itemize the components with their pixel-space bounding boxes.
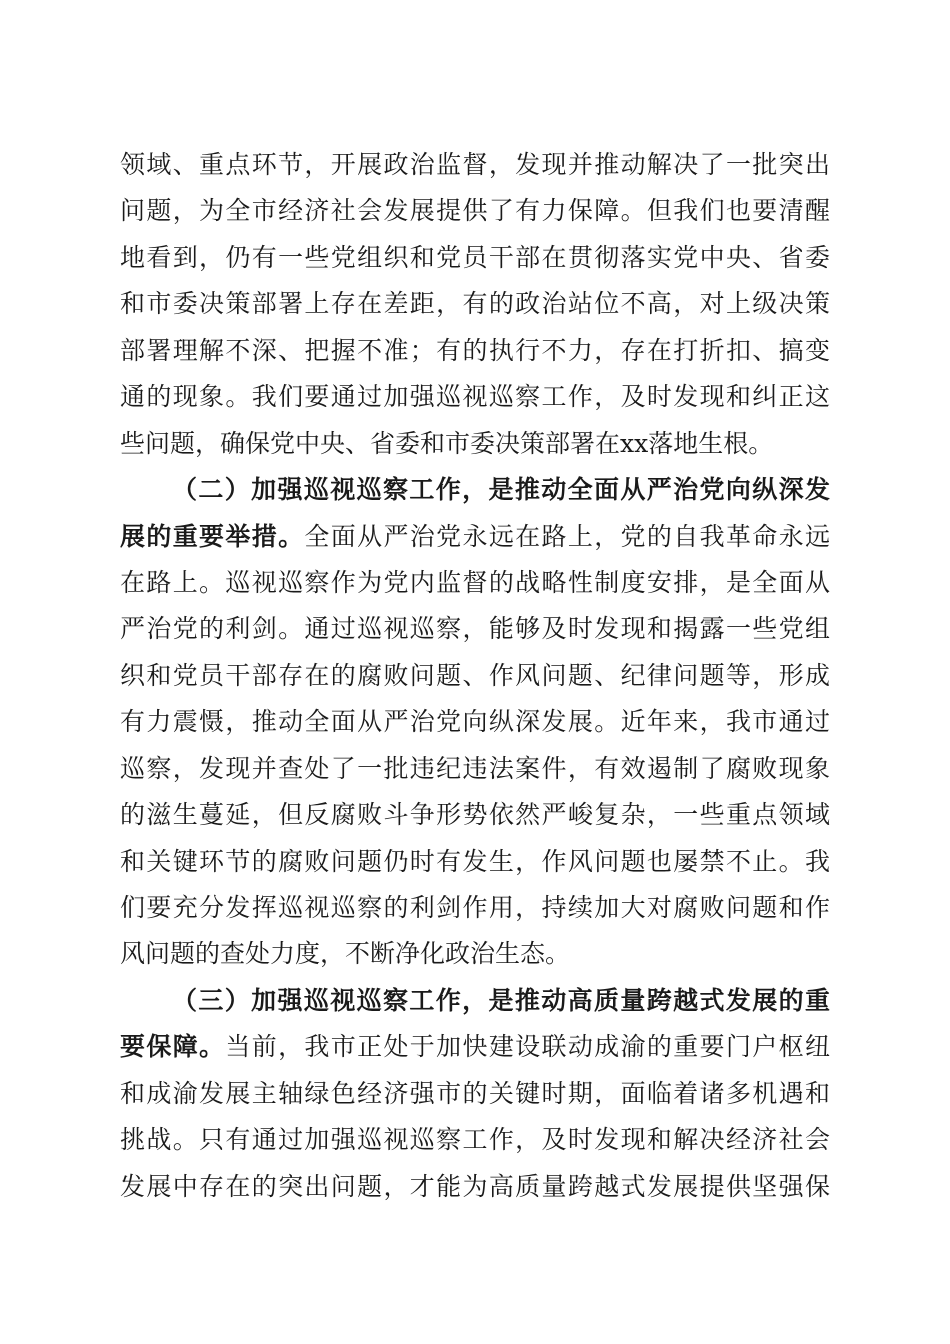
- paragraph-line: 在路上。巡视巡察作为党内监督的战略性制度安排，是全面从: [120, 567, 830, 597]
- paragraph-line: 织和党员干部存在的腐败问题、作风问题、纪律问题等，形成: [120, 660, 830, 690]
- paragraph-line: 发展中存在的突出问题，才能为高质量跨越式发展提供坚强保: [120, 1171, 830, 1201]
- section-heading-text: 展的重要举措。: [120, 521, 305, 551]
- paragraph-line: 些问题，确保党中央、省委和市委决策部署在xx落地生根。: [120, 428, 774, 458]
- paragraph-line: 和市委决策部署上存在差距，有的政治站位不高，对上级决策: [120, 289, 830, 319]
- section-heading-text: 要保障。: [120, 1032, 226, 1062]
- paragraph-line: 挑战。只有通过加强巡视巡察工作，及时发现和解决经济社会: [120, 1125, 830, 1155]
- paragraph-line: [120, 1024, 830, 1070]
- paragraph-line: 部署理解不深、把握不准；有的执行不力，存在打折扣、搞变: [120, 335, 830, 365]
- paragraph-line: 地看到，仍有一些党组织和党员干部在贯彻落实党中央、省委: [120, 242, 830, 272]
- paragraph-line: 巡察，发现并查处了一批违纪违法案件，有效遏制了腐败现象: [120, 753, 830, 783]
- paragraph-line: 风问题的查处力度，不断净化政治生态。: [120, 939, 571, 969]
- section-heading-line: [120, 467, 830, 513]
- paragraph-line: 和成渝发展主轴绿色经济强市的关键时期，面临着诸多机遇和: [120, 1078, 830, 1108]
- paragraph-line: [120, 514, 830, 560]
- paragraph-line: 的滋生蔓延，但反腐败斗争形势依然严峻复杂，一些重点领域: [120, 800, 830, 830]
- paragraph-line: 和关键环节的腐败问题仍时有发生，作风问题也屡禁不止。我: [120, 846, 830, 876]
- paragraph-line: 有力震慑，推动全面从严治党向纵深发展。近年来，我市通过: [120, 707, 830, 737]
- document-body: [120, 142, 830, 1210]
- paragraph-text: 当前，我市正处于加快建设联动成渝的重要门户枢纽: [225, 1032, 830, 1062]
- paragraph-line: 严治党的利剑。通过巡视巡察，能够及时发现和揭露一些党组: [120, 614, 830, 644]
- paragraph-line: 领域、重点环节，开展政治监督，发现并推动解决了一批突出: [120, 150, 830, 179]
- section-heading-text: （三）加强巡视巡察工作，是推动高质量跨越式发展的重: [172, 985, 830, 1015]
- section-heading-text: （二）加强巡视巡察工作，是推动全面从严治党向纵深发: [172, 475, 830, 505]
- paragraph-text: 全面从严治党永远在路上，党的自我革命永远: [304, 521, 830, 551]
- paragraph-line: 们要充分发挥巡视巡察的利剑作用，持续加大对腐败问题和作: [120, 893, 830, 922]
- paragraph-line: 问题，为全市经济社会发展提供了有力保障。但我们也要清醒: [120, 196, 830, 226]
- section-heading-line: [120, 978, 830, 1024]
- paragraph-line: 通的现象。我们要通过加强巡视巡察工作，及时发现和纠正这: [120, 382, 830, 412]
